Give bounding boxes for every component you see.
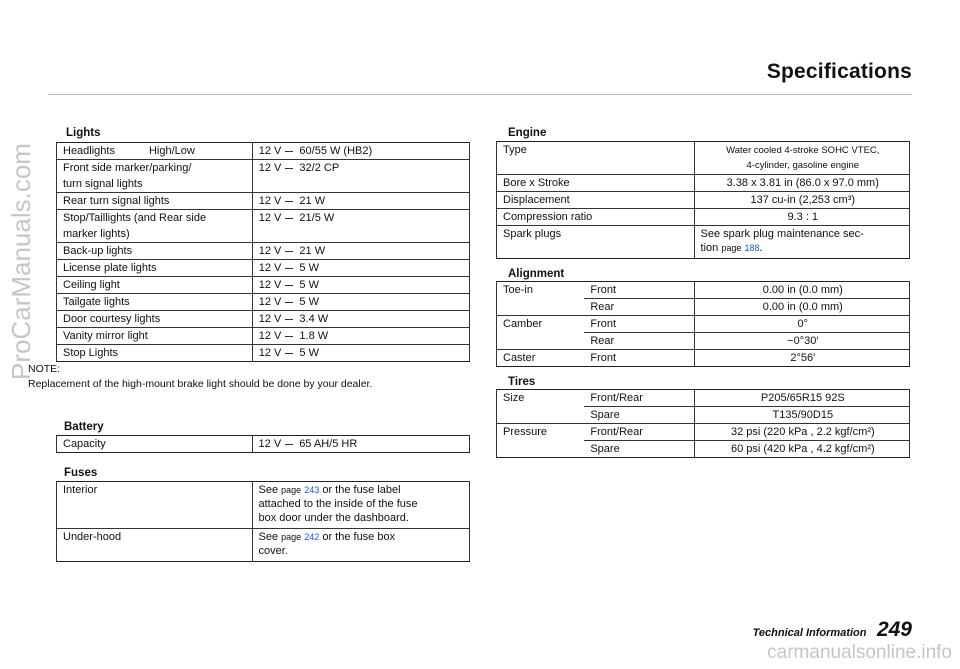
page-link[interactable]: 242 (304, 532, 320, 542)
light-label: Headlights High/Low (57, 143, 253, 160)
tires-position: Front/Rear (584, 424, 694, 441)
dash-mark (285, 201, 293, 202)
fuse-underhood-label: Under-hood (57, 529, 253, 562)
bore-value: 3.38 x 3.81 in (86.0 x 97.0 mm) (694, 175, 909, 192)
engine-table (496, 141, 910, 259)
alignment-label: Caster (497, 350, 585, 367)
table-row (497, 333, 910, 350)
table-row (497, 350, 910, 367)
alignment-label (497, 333, 585, 350)
alignment-label (497, 299, 585, 316)
table-row (497, 282, 910, 299)
battery-value (252, 436, 469, 453)
light-value (252, 143, 469, 160)
watermark-corner: carmanualsonline.info (767, 642, 952, 663)
light-value (252, 226, 469, 243)
spark-value: See spark plug maintenance sec- tion page 188. (694, 226, 909, 259)
table-row (57, 176, 470, 193)
voltage: 12 V (258, 212, 282, 224)
dash-mark (285, 353, 293, 354)
fuse-interior-value: See page 243 or the fuse label attached to the inside of the fuse box door under the dashboard. (252, 482, 470, 529)
table-row (57, 260, 470, 277)
light-value (252, 311, 469, 328)
wattage: 32/2 CP (299, 162, 340, 174)
dash-mark (285, 218, 293, 219)
footer (753, 618, 912, 642)
watermark-side: ProCarManuals.com (6, 143, 36, 380)
page-number: 249 (876, 618, 912, 641)
lights-table (56, 142, 470, 362)
lights-title: Lights (66, 127, 101, 139)
bore-label: Bore x Stroke (497, 175, 695, 192)
engine-title: Engine (508, 127, 547, 139)
wattage: 1.8 W (299, 330, 329, 342)
note-label: NOTE: (28, 363, 61, 375)
alignment-value: −0°30′ (694, 333, 909, 350)
alignment-position: Rear (584, 299, 694, 316)
spark-label: Spark plugs (497, 226, 695, 259)
table-row (497, 142, 910, 175)
table-row (57, 277, 470, 294)
voltage: 12 V (258, 438, 282, 450)
wattage: 3.4 W (299, 313, 329, 325)
wattage: 5 W (299, 279, 319, 291)
table-row (57, 294, 470, 311)
capacity-value: 65 AH/5 HR (299, 438, 358, 450)
dash-mark (285, 319, 293, 320)
light-label: Ceiling light (57, 277, 253, 294)
compression-label: Compression ratio (497, 209, 695, 226)
voltage: 12 V (258, 313, 282, 325)
light-label: Stop/Taillights (and Rear side (57, 210, 253, 227)
tires-table (496, 389, 910, 458)
light-value (252, 193, 469, 210)
table-row (57, 482, 470, 529)
table-row (497, 226, 910, 259)
table-row (497, 390, 910, 407)
page-title: Specifications (766, 60, 912, 83)
wattage: 5 W (299, 262, 319, 274)
table-row (497, 441, 910, 458)
wattage: 21 W (299, 245, 326, 257)
light-label: turn signal lights (57, 176, 253, 193)
dash-mark (285, 151, 293, 152)
voltage: 12 V (258, 296, 282, 308)
tires-position: Front/Rear (584, 390, 694, 407)
table-row (57, 345, 470, 362)
battery-table (56, 435, 470, 453)
tires-label: Pressure (497, 424, 585, 441)
battery-label: Capacity (57, 436, 253, 453)
voltage: 12 V (258, 262, 282, 274)
alignment-label: Toe-in (497, 282, 585, 299)
alignment-table (496, 281, 910, 367)
fuse-interior-label: Interior (57, 482, 253, 529)
battery-title: Battery (64, 421, 104, 433)
light-label: Back-up lights (57, 243, 253, 260)
table-row (57, 436, 470, 453)
tires-position: Spare (584, 407, 694, 424)
voltage: 12 V (258, 145, 282, 157)
dash-mark (285, 268, 293, 269)
table-row (57, 243, 470, 260)
compression-value: 9.3 : 1 (694, 209, 909, 226)
tires-title: Tires (508, 376, 536, 388)
table-row (57, 143, 470, 160)
table-row (497, 424, 910, 441)
tires-label (497, 441, 585, 458)
alignment-position: Front (584, 282, 694, 299)
tires-value: 60 psi (420 kPa , 4.2 kgf/cm²) (694, 441, 909, 458)
table-row (497, 175, 910, 192)
tires-label: Size (497, 390, 585, 407)
alignment-value: 0° (694, 316, 909, 333)
alignment-value: 0.00 in (0.0 mm) (694, 299, 909, 316)
light-value (252, 243, 469, 260)
alignment-label: Camber (497, 316, 585, 333)
alignment-position: Rear (584, 333, 694, 350)
table-row (497, 192, 910, 209)
light-value (252, 328, 469, 345)
tires-value: T135/90D15 (694, 407, 909, 424)
table-row (57, 210, 470, 227)
dash-mark (285, 251, 293, 252)
engine-type-value: Water cooled 4-stroke SOHC VTEC, 4-cylinder, gasoline engine (694, 142, 909, 175)
tires-value: 32 psi (220 kPa , 2.2 kgf/cm²) (694, 424, 909, 441)
footer-section: Technical Information (752, 627, 867, 639)
table-row (497, 209, 910, 226)
voltage: 12 V (258, 347, 282, 359)
displacement-label: Displacement (497, 192, 695, 209)
table-row (57, 529, 470, 562)
alignment-title: Alignment (508, 268, 565, 280)
alignment-position: Front (584, 316, 694, 333)
light-value (252, 210, 469, 227)
wattage: 21/5 W (299, 212, 335, 224)
table-row (497, 316, 910, 333)
voltage: 12 V (258, 195, 282, 207)
voltage: 12 V (258, 279, 282, 291)
table-row (57, 311, 470, 328)
light-value (252, 176, 469, 193)
fuses-title: Fuses (64, 467, 98, 479)
wattage: 21 W (299, 195, 326, 207)
light-value (252, 277, 469, 294)
wattage: 5 W (299, 347, 319, 359)
page-link[interactable]: 188 (744, 243, 760, 253)
fuse-underhood-value: See page 242 or the fuse box cover. (252, 529, 470, 562)
table-row (57, 193, 470, 210)
voltage: 12 V (258, 330, 282, 342)
dash-mark (285, 302, 293, 303)
light-label: Rear turn signal lights (57, 193, 253, 210)
alignment-value: 2°56′ (694, 350, 909, 367)
dash-mark (285, 285, 293, 286)
light-label: Tailgate lights (57, 294, 253, 311)
table-row (497, 299, 910, 316)
wattage: 60/55 W (HB2) (299, 145, 373, 157)
light-value (252, 345, 469, 362)
light-label: Front side marker/parking/ (57, 160, 253, 177)
tires-position: Spare (584, 441, 694, 458)
tires-value: P205/65R15 92S (694, 390, 909, 407)
displacement-value: 137 cu-in (2,253 cm³) (694, 192, 909, 209)
light-label: Stop Lights (57, 345, 253, 362)
tires-label (497, 407, 585, 424)
light-label: marker lights) (57, 226, 253, 243)
light-label: Door courtesy lights (57, 311, 253, 328)
fuses-table (56, 481, 470, 562)
dash-mark (285, 336, 293, 337)
table-row (57, 160, 470, 177)
alignment-value: 0.00 in (0.0 mm) (694, 282, 909, 299)
dash-mark (285, 444, 293, 445)
voltage: 12 V (258, 162, 282, 174)
voltage: 12 V (258, 245, 282, 257)
dash-mark (285, 168, 293, 169)
light-value (252, 294, 469, 311)
light-value (252, 260, 469, 277)
note-text: Replacement of the high-mount brake light should be done by your dealer. (28, 378, 373, 390)
wattage: 5 W (299, 296, 319, 308)
note (28, 362, 478, 392)
light-value (252, 160, 469, 177)
engine-type-label: Type (497, 142, 695, 175)
alignment-position: Front (584, 350, 694, 367)
light-label: License plate lights (57, 260, 253, 277)
light-label: Vanity mirror light (57, 328, 253, 345)
page-link[interactable]: 243 (304, 485, 320, 495)
table-row (57, 226, 470, 243)
header-rule (48, 94, 912, 95)
table-row (497, 407, 910, 424)
table-row (57, 328, 470, 345)
